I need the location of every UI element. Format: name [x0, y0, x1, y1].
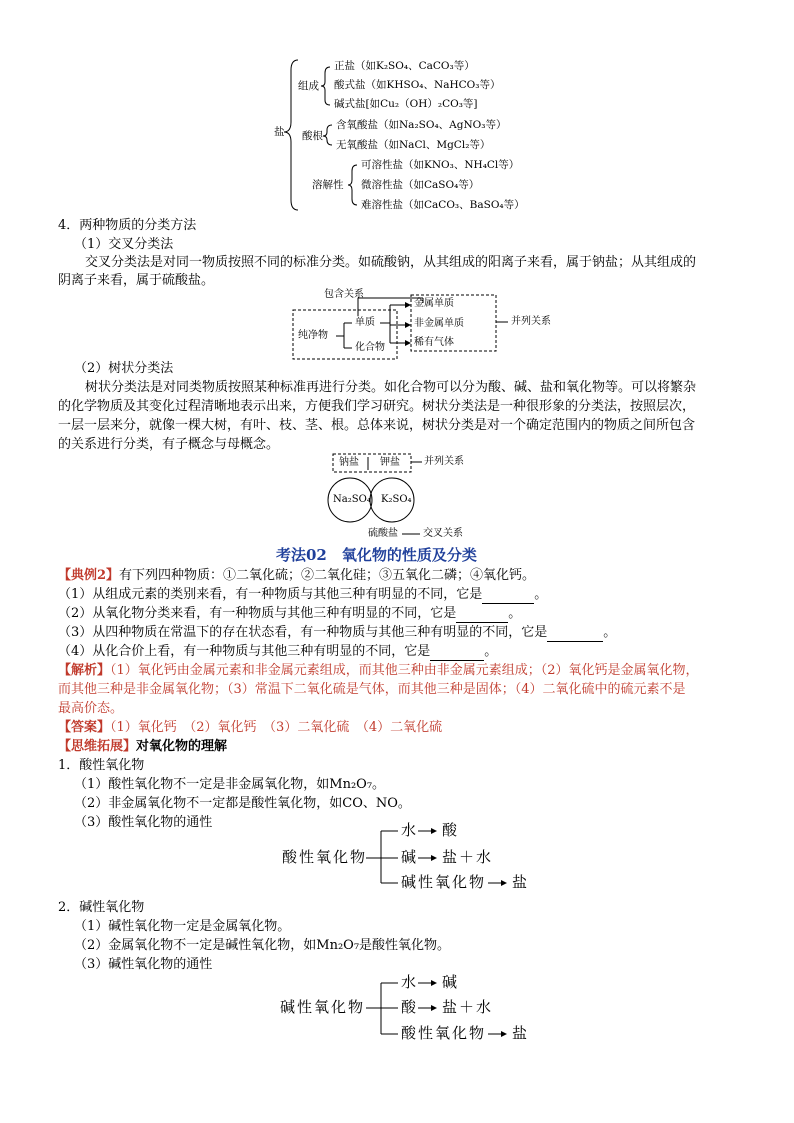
k2so4-label: K₂SO₄ — [381, 494, 412, 505]
contain-label: 包含关系 — [324, 289, 364, 300]
radical-label: 酸根 — [302, 130, 323, 142]
subheading: （2）树状分类法 — [74, 361, 174, 376]
branch-reactant: 酸 — [401, 998, 419, 1016]
parallel-label: 并列关系 — [511, 316, 551, 327]
answer-line — [58, 720, 442, 736]
salt-brace-radical — [323, 125, 332, 145]
paragraph-line: 交叉分类法是对同一物质按照不同的标准分类。如硫酸钠，从其组成的阳离子来看，属于钠盐；从其组成的 — [85, 255, 697, 270]
paragraph-line: 树状分类法是对同类物质按照某种标准再进行分类。如化合物可以分为酸、碱、盐和氧化物等。可以将繁杂 — [85, 380, 697, 395]
branch-reactant: 碱性氧化物 — [401, 873, 487, 891]
basic-heading: 2．碱性氧化物 — [58, 900, 145, 915]
branch-product: 盐＋水 — [442, 848, 494, 866]
extension-heading — [58, 739, 227, 755]
analysis-line — [58, 663, 699, 679]
solubility-item: 可溶性盐（如KNO₃、NH₄Cl等） — [361, 159, 520, 171]
example-text: 有下列四种物质：①二氧化硫；②二氧化硅；③五氧化二磷；④氧化钙。 — [119, 568, 536, 583]
period: 。 — [534, 587, 548, 602]
question-3 — [58, 625, 616, 642]
analysis-tag: 【解析】 — [58, 663, 111, 678]
nonmetal-label: 非金属单质 — [414, 318, 464, 329]
analysis-text: （1）氧化钙由金属元素和非金属元素组成，而其他三种由非金属元素组成；（2）氧化钙是金属氧化物， — [110, 663, 699, 678]
question-1 — [58, 587, 547, 604]
basic-item: （1）碱性氧化物一定是金属氧化物。 — [74, 919, 291, 934]
answer-tag: 【答案】 — [58, 720, 111, 735]
radical-item: 无氧酸盐（如NaCl、MgCl₂等） — [336, 139, 491, 151]
example-tag: 【典例2】 — [58, 568, 120, 583]
noble-gas-label: 稀有气体 — [414, 337, 454, 348]
branch-product: 盐 — [512, 873, 530, 891]
k-salt-label: 钾盐 — [380, 457, 400, 468]
answer-blank — [430, 644, 484, 661]
analysis-line: 最高价态。 — [58, 701, 124, 716]
acid-heading: 1．酸性氧化物 — [58, 758, 145, 773]
analysis-line: 而其他三种是非金属氧化物；（3）常温下二氧化硫是气体，而其他三种是固体；（4）二氧化硫中的硫元素不是 — [58, 682, 686, 697]
example-stem — [58, 568, 535, 584]
period: 。 — [508, 606, 522, 621]
salt-brace-solubility — [348, 165, 357, 205]
subheading: （1）交叉分类法 — [74, 237, 174, 252]
basic-oxide-center: 碱性氧化物 — [280, 998, 366, 1016]
period: 。 — [603, 625, 617, 640]
simple-substance-label: 单质 — [355, 317, 375, 328]
solubility-item: 微溶性盐（如CaSO₄等） — [361, 179, 480, 191]
answer-blank — [482, 587, 534, 604]
question-text: （1）从组成元素的类别来看，有一种物质与其他三种有明显的不同，它是 — [58, 587, 483, 602]
question-2 — [58, 606, 521, 623]
question-text: （3）从四种物质在常温下的存在状态看，有一种物质与其他三种有明显的不同，它是 — [58, 625, 548, 640]
period: 。 — [484, 644, 498, 659]
branch-reactant: 碱 — [401, 848, 419, 866]
extension-tag: 【思维拓展】 — [58, 739, 137, 754]
salt-root-label: 盐 — [274, 126, 285, 138]
na2so4-label: Na₂SO₄ — [333, 494, 371, 505]
paragraph-line: 的关系进行分类，有子概念与母概念。 — [58, 437, 280, 452]
answer-blank — [547, 625, 603, 642]
question-4 — [58, 644, 497, 661]
parallel-label: 并列关系 — [424, 456, 464, 467]
compound-label: 化合物 — [355, 342, 385, 353]
branch-reactant: 水 — [401, 821, 419, 839]
paragraph-line: 阴离子来看，属于硫酸盐。 — [58, 273, 215, 288]
section-title: 考法02 氧化物的性质及分类 — [276, 546, 477, 564]
acid-item: （1）酸性氧化物不一定是非金属氧化物，如Mn₂O₇。 — [74, 777, 386, 792]
metal-label: 金属单质 — [414, 298, 454, 309]
solubility-item: 难溶性盐（如CaCO₃、BaSO₄等） — [361, 199, 525, 211]
question-text: （4）从化合价上看，有一种物质与其他三种有明显的不同，它是 — [58, 644, 431, 659]
composition-item: 酸式盐（如KHSO₄、NaHCO₃等） — [334, 79, 501, 91]
radical-item: 含氧酸盐（如Na₂SO₄、AgNO₃等） — [336, 119, 507, 131]
branch-reactant: 酸性氧化物 — [401, 1024, 487, 1042]
question-text: （2）从氧化物分类来看，有一种物质与其他三种有明显的不同，它是 — [58, 606, 457, 621]
branch-product: 酸 — [442, 821, 460, 839]
answer-text: （1）氧化钙 （2）氧化钙 （3）二氧化硫 （4）二氧化硫 — [110, 720, 443, 735]
basic-item: （2）金属氧化物不一定是碱性氧化物，如Mn₂O₇是酸性氧化物。 — [74, 938, 451, 953]
section-heading: 4．两种物质的分类方法 — [58, 218, 197, 233]
acid-item: （3）酸性氧化物的通性 — [74, 815, 213, 830]
sulfate-label: 硫酸盐 — [368, 528, 398, 539]
salt-brace-main — [284, 60, 298, 210]
paragraph-line: 的化学物质及其变化过程清晰地表示出来，方便我们学习研究。树状分类法是一种很形象的分类法，按照层次， — [58, 399, 696, 414]
pure-substance-label: 纯净物 — [298, 330, 328, 341]
solubility-label: 溶解性 — [312, 179, 344, 191]
branch-product: 盐 — [512, 1024, 530, 1042]
na-salt-label: 钠盐 — [339, 457, 359, 468]
salt-brace-composition — [321, 67, 330, 105]
branch-reactant: 水 — [401, 973, 419, 991]
extension-title: 对氧化物的理解 — [136, 739, 228, 754]
paragraph-line: 一层一层来分，就像一棵大树，有叶、枝、茎、根。总体来说，树状分类是对一个确定范围内的物质之间所包含 — [58, 418, 696, 433]
cross-label: 交叉关系 — [423, 528, 463, 539]
acid-item: （2）非金属氧化物不一定都是酸性氧化物，如CO、NO。 — [74, 796, 411, 811]
branch-product: 碱 — [442, 973, 460, 991]
composition-item: 正盐（如K₂SO₄、CaCO₃等） — [334, 60, 475, 72]
composition-label: 组成 — [298, 80, 319, 92]
acid-oxide-center: 酸性氧化物 — [282, 848, 368, 866]
basic-item: （3）碱性氧化物的通性 — [74, 957, 213, 972]
branch-product: 盐＋水 — [442, 998, 494, 1016]
composition-item: 碱式盐[如Cu₂（OH）₂CO₃等] — [334, 98, 478, 110]
answer-blank — [456, 606, 508, 623]
